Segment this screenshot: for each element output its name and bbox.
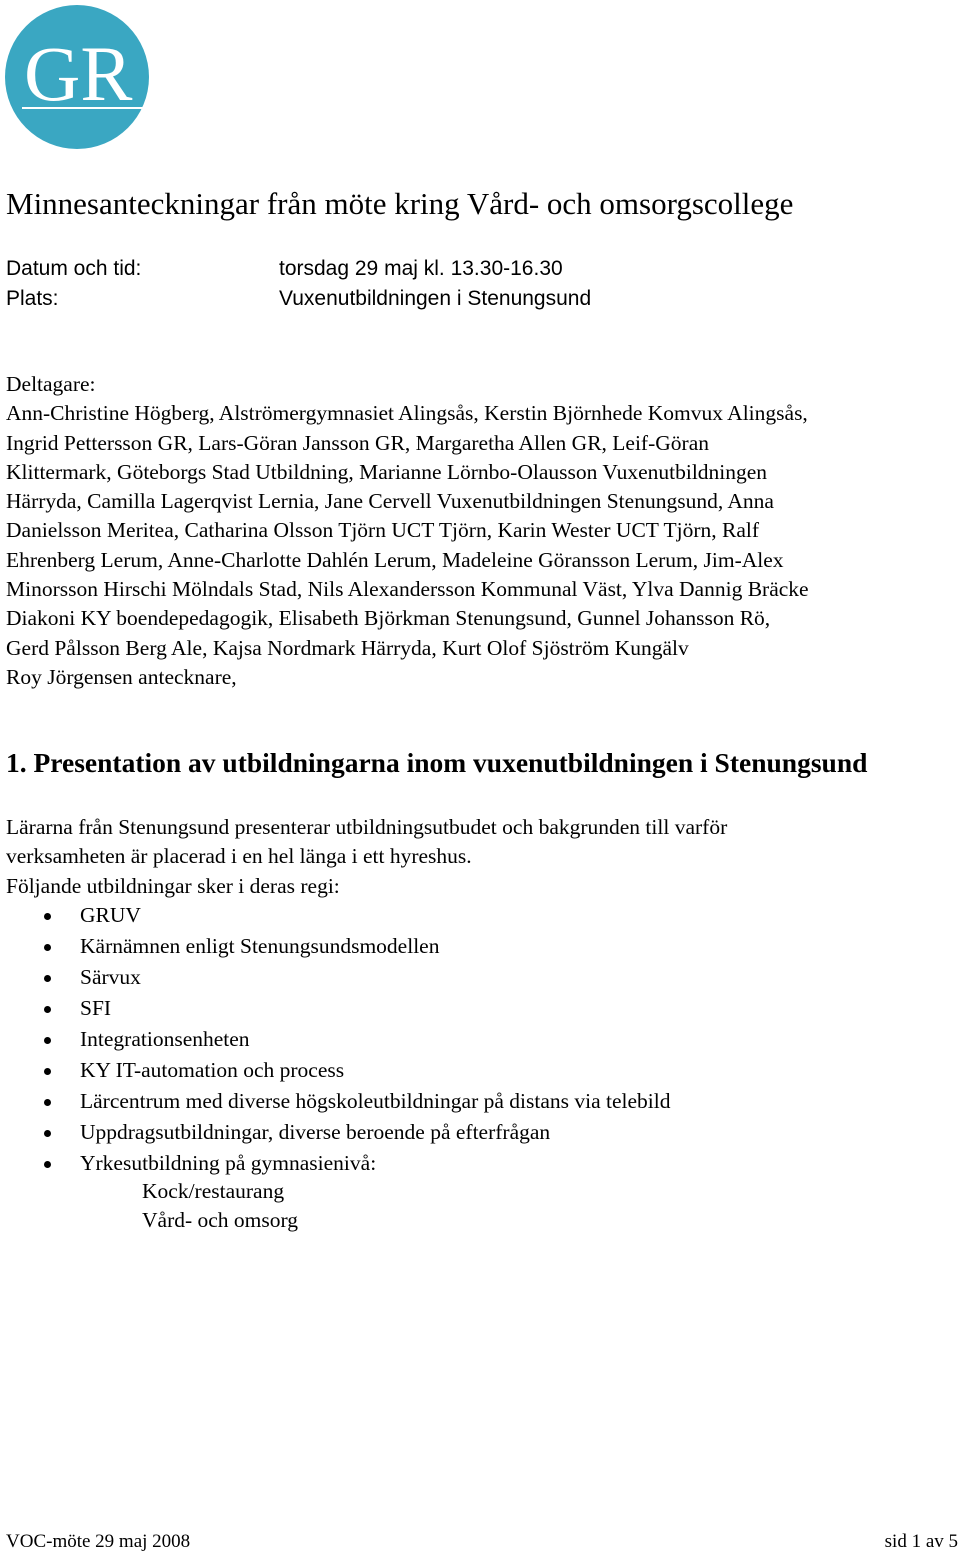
intro-line: Lärarna från Stenungsund presenterar utbildningsutbudet och bakgrunden till varför <box>6 815 728 839</box>
participants-line: Minorsson Hirschi Mölndals Stad, Nils Alexandersson Kommunal Väst, Ylva Dannig Bräcke <box>6 577 809 602</box>
participants-line: Gerd Pålsson Berg Ale, Kajsa Nordmark Härryda, Kurt Olof Sjöström Kungälv <box>6 635 689 660</box>
education-list <box>0 900 671 1179</box>
intro-line: verksamheten är placerad i en hel länga i ett hyreshus. <box>6 844 472 869</box>
gr-logo <box>4 4 164 150</box>
meta-date-row <box>6 257 563 281</box>
bullet-icon <box>44 1037 51 1044</box>
list-item-text: SFI <box>80 996 112 1020</box>
gr-logo-text: GR <box>24 30 133 117</box>
list-item <box>0 1055 671 1086</box>
participants-line: Klittermark, Göteborgs Stad Utbildning, Marianne Lörnbo-Olausson Vuxenutbildningen <box>6 459 768 484</box>
document-title: Minnesanteckningar från möte kring Vård- och omsorgscollege <box>6 186 794 221</box>
sub-item: Kock/restaurang <box>142 1179 285 1203</box>
gr-logo-graphic <box>4 4 164 150</box>
bullet-icon <box>44 1099 51 1106</box>
date-value: torsdag 29 maj kl. 13.30-16.30 <box>279 257 563 280</box>
list-item-text: Integrationsenheten <box>80 1027 250 1051</box>
place-label: Plats: <box>6 287 59 310</box>
date-label: Datum och tid: <box>6 257 142 280</box>
participants-line: Danielsson Meritea, Catharina Olsson Tjörn UCT Tjörn, Karin Wester UCT Tjörn, Ralf <box>6 518 760 543</box>
bullet-icon <box>44 1068 51 1075</box>
participants-line: Härryda, Camilla Lagerqvist Lernia, Jane Cervell Vuxenutbildningen Stenungsund, Anna <box>6 489 774 514</box>
participants-block <box>6 370 809 692</box>
footer-page-number: sid 1 av 5 <box>884 1531 958 1552</box>
sub-item: Vård- och omsorg <box>142 1208 299 1232</box>
list-item <box>0 962 671 993</box>
footer-left: VOC-möte 29 maj 2008 <box>6 1531 191 1552</box>
list-item <box>0 931 671 962</box>
list-item <box>0 1024 671 1055</box>
bullet-icon <box>44 1006 51 1013</box>
list-item-text: Yrkesutbildning på gymnasienivå: <box>80 1151 377 1175</box>
bullet-icon <box>44 975 51 982</box>
participants-label: Deltagare: <box>6 372 96 396</box>
list-item <box>0 993 671 1024</box>
participants-line: Ehrenberg Lerum, Anne-Charlotte Dahlén Lerum, Madeleine Göransson Lerum, Jim-Alex <box>6 547 784 572</box>
list-item-text: Kärnämnen enligt Stenungsundsmodellen <box>80 934 440 958</box>
list-item <box>0 1086 671 1117</box>
section-heading: 1. Presentation av utbildningarna inom vuxenutbildningen i Stenungsund <box>6 747 868 778</box>
list-item <box>0 900 671 931</box>
list-item-text: Särvux <box>80 965 141 989</box>
place-value: Vuxenutbildningen i Stenungsund <box>279 287 592 310</box>
list-item-text: Uppdragsutbildningar, diverse beroende på efterfrågan <box>80 1120 551 1144</box>
participants-line: Roy Jörgensen antecknare, <box>6 664 237 689</box>
list-item-text: GRUV <box>80 903 141 927</box>
bullet-icon <box>44 944 51 951</box>
participants-line: Diakoni KY boendepedagogik, Elisabeth Björkman Stenungsund, Gunnel Johansson Rö, <box>6 606 771 631</box>
bullet-icon <box>44 1130 51 1137</box>
bullet-icon <box>44 913 51 920</box>
list-item <box>0 1117 671 1148</box>
list-item <box>0 1148 671 1179</box>
intro-line: Följande utbildningar sker i deras regi: <box>6 873 340 898</box>
list-item-text: KY IT-automation och process <box>80 1058 345 1082</box>
participants-line: Ingrid Pettersson GR, Lars-Göran Jansson GR, Margaretha Allen GR, Leif-Göran <box>6 430 709 455</box>
meta-place-row <box>6 287 591 311</box>
bullet-icon <box>44 1161 51 1168</box>
list-item-text: Lärcentrum med diverse högskoleutbildningar på distans via telebild <box>80 1089 671 1113</box>
section-intro <box>6 813 727 901</box>
participants-line: Ann-Christine Högberg, Alströmergymnasiet Alingsås, Kerstin Björnhede Komvux Alingsås, <box>6 401 808 426</box>
